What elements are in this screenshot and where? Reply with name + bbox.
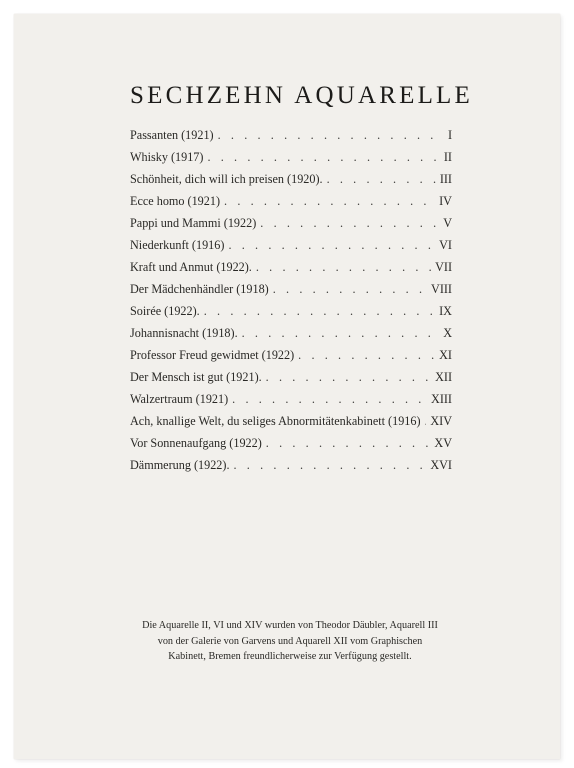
toc-entry <box>130 326 452 348</box>
toc-entry-number: VI <box>439 238 452 252</box>
toc-entry <box>130 414 452 436</box>
toc-entry-title: Ach, knallige Welt, du seliges Abnormitätenkabinett (1916) <box>130 414 421 428</box>
toc-entry-number: XVI <box>430 458 452 472</box>
toc-entry-number: XIII <box>431 392 452 406</box>
toc-entry <box>130 260 452 282</box>
dot-leader <box>298 348 435 363</box>
toc-entry-number: VII <box>435 260 452 274</box>
toc-entry-title: Der Mädchenhändler (1918) <box>130 282 269 296</box>
toc-entry-title: Niederkunft (1916) <box>130 238 225 252</box>
toc-entry-title: Johannisnacht (1918). <box>130 326 238 340</box>
toc-entry-title: Passanten (1921) <box>130 128 214 142</box>
toc-entry-title: Soirée (1922). <box>130 304 200 318</box>
toc-entry <box>130 392 452 414</box>
toc-entry <box>130 458 452 480</box>
toc-entry-title: Walzertraum (1921) <box>130 392 229 406</box>
toc-entry-title: Dämmerung (1922). <box>130 458 230 472</box>
toc-entry-number: II <box>443 150 452 164</box>
toc-entry <box>130 194 452 216</box>
dot-leader <box>273 282 427 297</box>
dot-leader <box>425 414 427 429</box>
dot-leader <box>224 194 435 209</box>
toc-entry-number: XIV <box>430 414 452 428</box>
dot-leader <box>207 150 439 165</box>
toc-entry-number: X <box>443 326 452 340</box>
toc-entry <box>130 216 452 238</box>
toc-entry-number: V <box>443 216 452 230</box>
toc-entry-number: I <box>447 128 452 142</box>
dot-leader <box>242 326 440 341</box>
toc-entry-number: IV <box>439 194 452 208</box>
toc-entry-title: Der Mensch ist gut (1921). <box>130 370 262 384</box>
dot-leader <box>260 216 439 231</box>
dot-leader <box>218 128 444 143</box>
toc-entry-number: IX <box>439 304 452 318</box>
table-of-contents <box>130 128 452 480</box>
footnote <box>114 618 466 665</box>
dot-leader <box>266 436 431 451</box>
toc-entry <box>130 436 452 458</box>
toc-entry <box>130 348 452 370</box>
dot-leader <box>234 458 427 473</box>
toc-entry-number: III <box>439 172 452 186</box>
toc-entry <box>130 238 452 260</box>
toc-entry <box>130 304 452 326</box>
toc-entry-title: Ecce homo (1921) <box>130 194 221 208</box>
toc-entry <box>130 172 452 194</box>
toc-entry <box>130 150 452 172</box>
dot-leader <box>256 260 431 275</box>
footnote-line: Kabinett, Bremen freundlicherweise zur Verfügung gestellt. <box>168 651 412 662</box>
footnote-line: Die Aquarelle II, VI und XIV wurden von Theodor Däubler, Aquarell III <box>142 620 438 631</box>
toc-entry-number: VIII <box>431 282 452 296</box>
dot-leader <box>327 172 436 187</box>
toc-entry-number: XII <box>435 370 452 384</box>
toc-entry-title: Schönheit, dich will ich preisen (1920). <box>130 172 323 186</box>
toc-entry-title: Whisky (1917) <box>130 150 204 164</box>
toc-entry <box>130 282 452 304</box>
toc-entry <box>130 370 452 392</box>
dot-leader <box>266 370 431 385</box>
toc-entry-title: Vor Sonnenaufgang (1922) <box>130 436 262 450</box>
footnote-line: von der Galerie von Garvens und Aquarell XII vom Graphischen <box>157 635 423 647</box>
toc-entry-number: XV <box>434 436 452 450</box>
dot-leader <box>232 392 427 407</box>
toc-entry-title: Professor Freud gewidmet (1922) <box>130 348 295 362</box>
toc-entry-title: Kraft und Anmut (1922). <box>130 260 252 274</box>
toc-entry-number: XI <box>439 348 452 362</box>
document-page <box>14 14 560 759</box>
dot-leader <box>204 304 435 319</box>
toc-entry-title: Pappi und Mammi (1922) <box>130 216 257 230</box>
dot-leader <box>228 238 435 253</box>
page-title: SECHZEHN AQUARELLE <box>130 82 474 109</box>
toc-entry <box>130 128 452 150</box>
